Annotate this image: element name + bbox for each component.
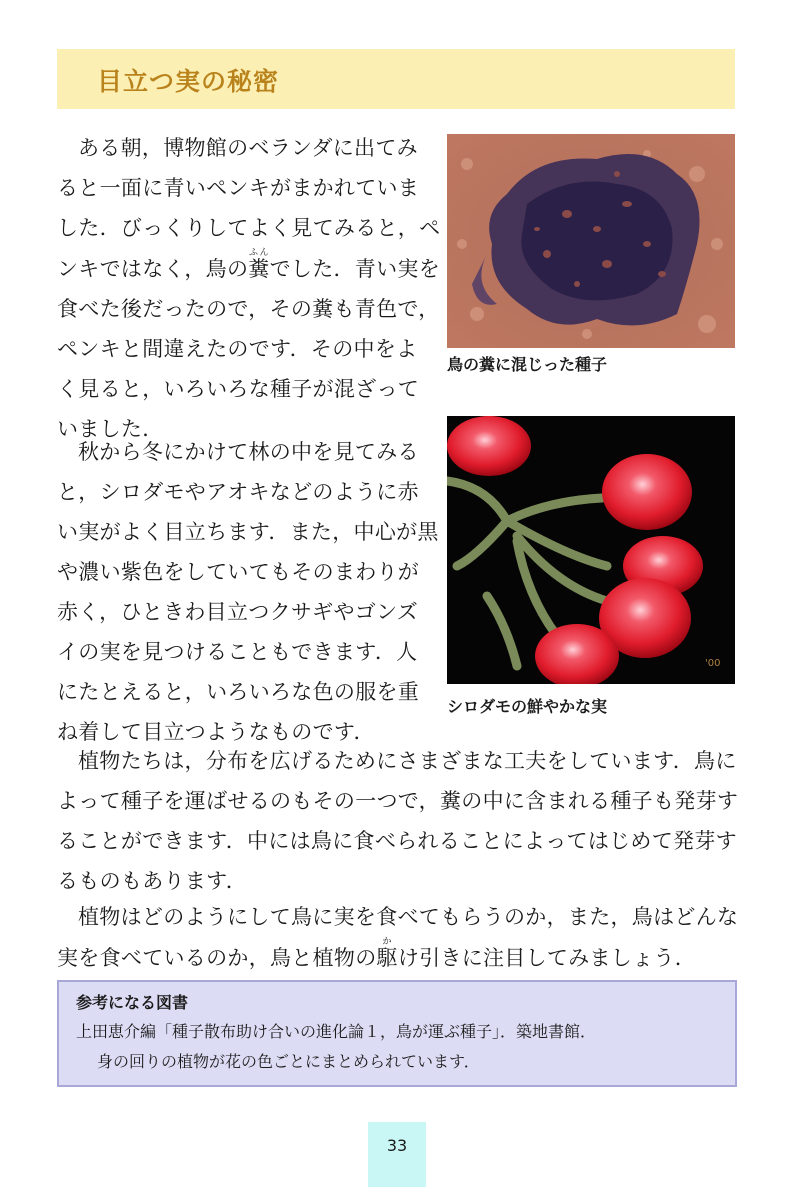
dropping-photo bbox=[447, 134, 735, 348]
text-line bbox=[57, 248, 440, 289]
ruby-word bbox=[248, 248, 270, 281]
text-line: ると一面に青いペンキがまかれていま bbox=[57, 176, 420, 200]
text-line: にたとえると，いろいろな色の服を重 bbox=[57, 680, 420, 704]
text-line: い実がよく目立ちます．また，中心が黒 bbox=[57, 520, 439, 544]
berries-caption: シロダモの鮮やかな実 bbox=[447, 697, 608, 716]
reference-title: 参考になる図書 bbox=[76, 993, 189, 1012]
text-segment: ンキではなく，鳥の bbox=[57, 257, 249, 281]
text-line: や濃い紫色をしていてもそのまわりが bbox=[57, 560, 420, 584]
text-line bbox=[57, 937, 738, 978]
text-line: 食べた後だったので，その糞も青色で， bbox=[57, 297, 440, 321]
paragraph-1 bbox=[57, 128, 440, 449]
reference-box bbox=[57, 980, 737, 1087]
photo-stamp: '00 bbox=[705, 658, 721, 669]
text-line: るものもあります． bbox=[57, 869, 248, 893]
paragraph-3 bbox=[57, 741, 738, 901]
page-title: 目立つ実の秘密 bbox=[97, 67, 280, 96]
text-line: ね着して目立つようなものです． bbox=[57, 720, 375, 744]
reference-note: 身の回りの植物が花の色ごとにまとめられています． bbox=[97, 1052, 480, 1071]
text-line: イの実を見つけることもできます．人 bbox=[57, 640, 418, 664]
text-segment: 実を食べているのか，鳥と植物の bbox=[57, 946, 377, 970]
text-line: ある朝，博物館のベランダに出てみ bbox=[78, 136, 418, 160]
text-segment: でした．青い実を bbox=[269, 257, 440, 281]
text-line: 植物たちは，分布を広げるためにさまざまな工夫をしています．鳥に bbox=[78, 749, 737, 773]
ruby-reading: ふん bbox=[248, 248, 270, 258]
text-line: ペンキと間違えたのです．その中をよ bbox=[57, 337, 418, 361]
paragraph-2 bbox=[57, 432, 439, 752]
page-number-box bbox=[368, 1122, 426, 1187]
paragraph-4 bbox=[57, 897, 738, 978]
text-line: した．びっくりしてよく見てみると，ペ bbox=[57, 216, 441, 240]
reference-citation: 上田恵介編「種子散布助け合いの進化論１，鳥が運ぶ種子」．築地書館． bbox=[76, 1022, 597, 1041]
text-line: と，シロダモやアオキなどのように赤 bbox=[57, 480, 419, 504]
text-line: よって種子を運ばせるのもその一つで，糞の中に含まれる種子も発芽す bbox=[57, 789, 739, 813]
section-title-bar bbox=[57, 49, 735, 109]
text-line: 秋から冬にかけて林の中を見てみる bbox=[78, 440, 419, 464]
dropping-caption: 鳥の糞に混じった種子 bbox=[447, 355, 608, 374]
text-line: 植物はどのようにして鳥に実を食べてもらうのか，また，鳥はどんな bbox=[78, 905, 739, 929]
text-line: く見ると，いろいろな種子が混ざって bbox=[57, 377, 420, 401]
ruby-base: 糞 bbox=[248, 257, 270, 281]
text-line: いました． bbox=[57, 417, 164, 441]
text-line: 赤く，ひときわ目立つクサギやゴンズ bbox=[57, 600, 419, 624]
ruby-base: 駆 bbox=[376, 946, 398, 970]
text-line: ることができます．中には鳥に食べられることによってはじめて発芽す bbox=[57, 829, 737, 853]
berries-photo bbox=[447, 416, 735, 684]
page-number: 33 bbox=[386, 1136, 408, 1155]
ruby-word bbox=[376, 937, 398, 970]
ruby-reading: か bbox=[376, 937, 398, 947]
text-segment: け引きに注目してみましょう． bbox=[397, 946, 697, 970]
